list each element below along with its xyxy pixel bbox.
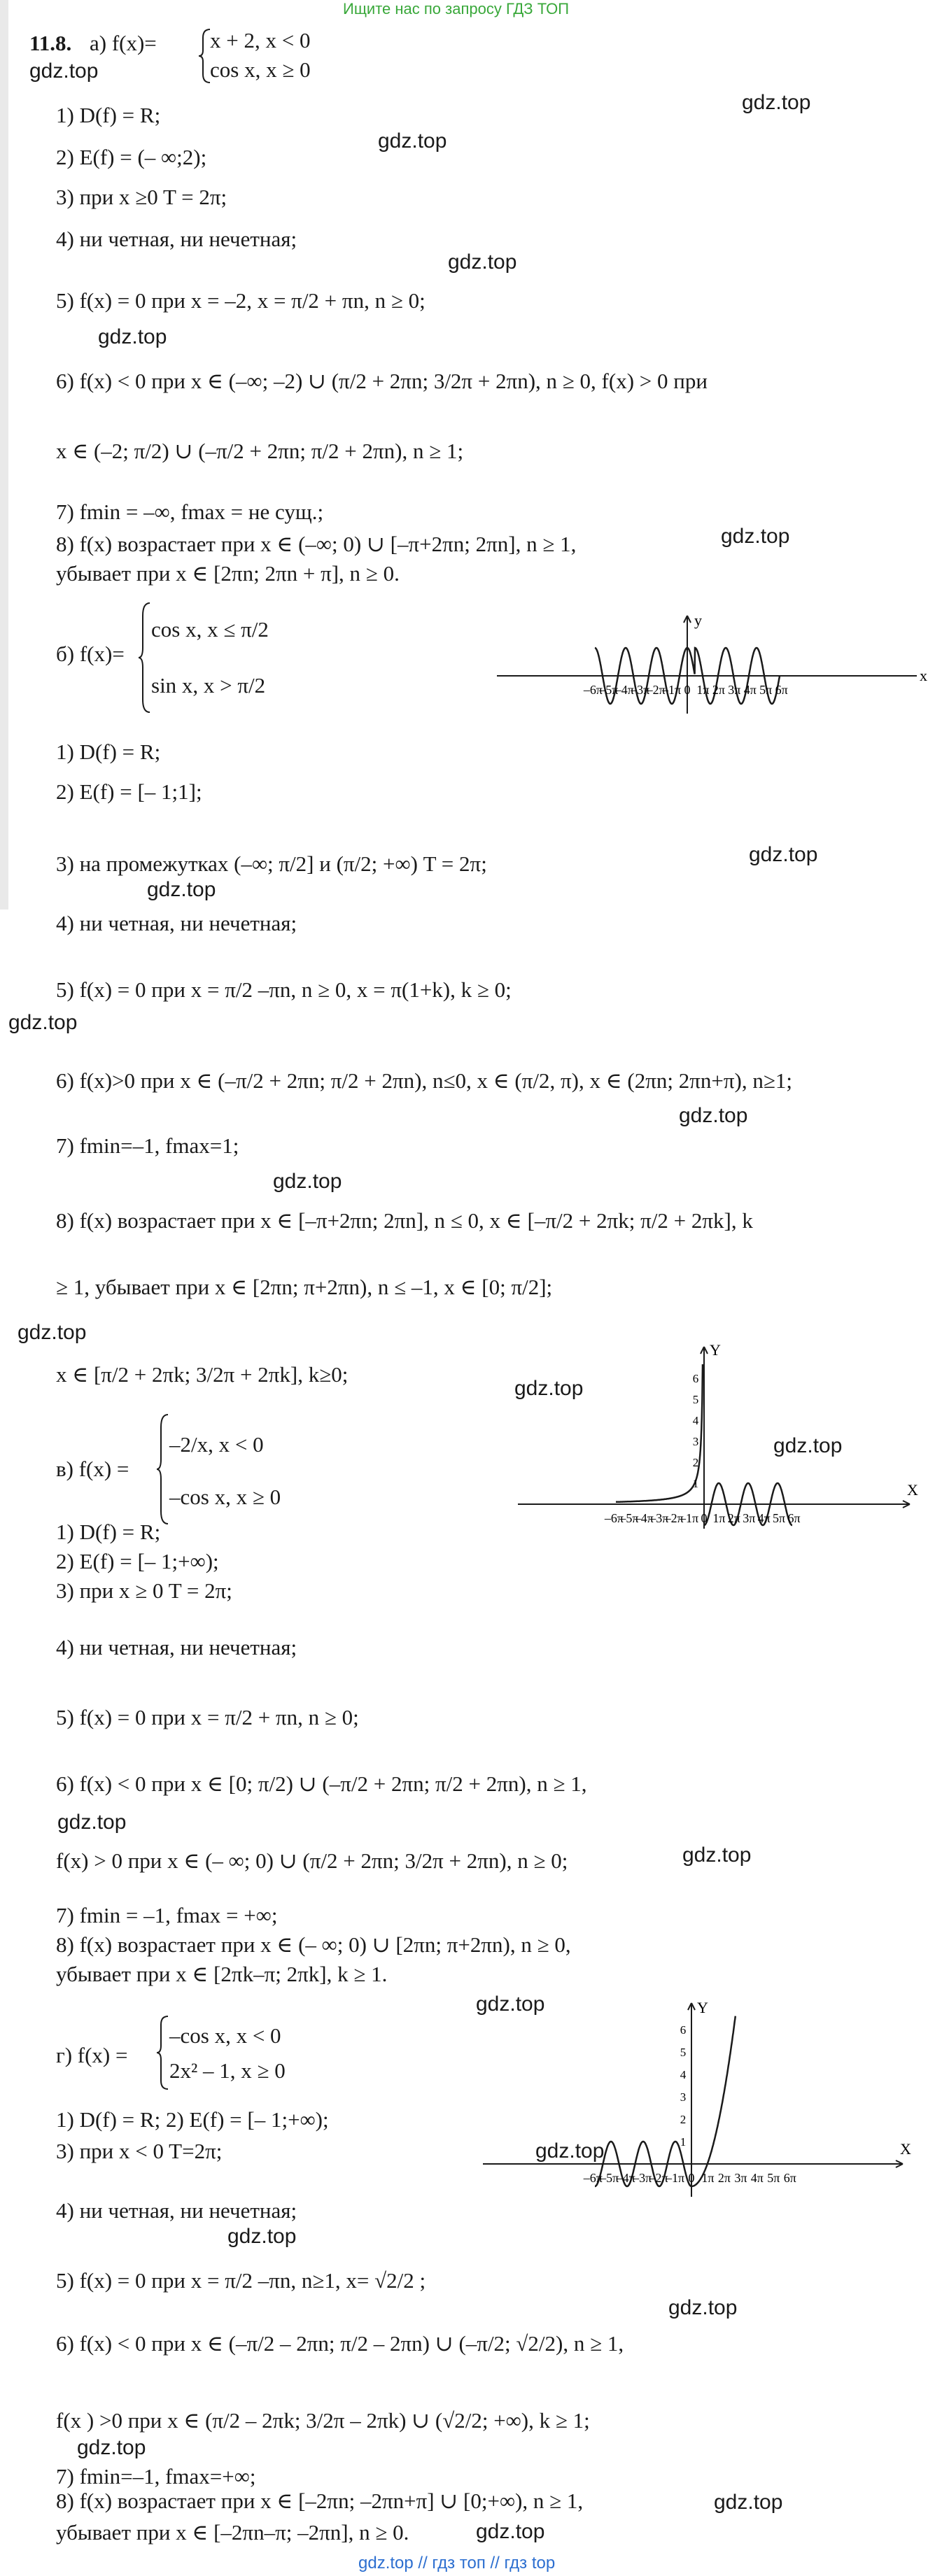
graph-g-tick-label: 4π <box>750 2171 764 2185</box>
part-g-step-8b: убывает при x ∈ [–2πn–π; –2πn], n ≥ 0. <box>56 2520 409 2545</box>
part-a-step-5: 5) f(x) = 0 при x = –2, x = π/2 + πn, n ≥ 0; <box>56 288 426 313</box>
part-b-case-1: cos x, x ≤ π/2 <box>151 617 269 642</box>
graph-g-tick-label: 3π <box>734 2171 747 2185</box>
graph-b-y-label: y <box>694 611 702 629</box>
graph-b-tick-label: 3π <box>728 683 741 697</box>
graph-g-tick-label: –3π <box>633 2171 652 2185</box>
watermark: gdz.top <box>773 1434 843 1457</box>
graph-v-tick-label: 3π <box>743 1511 756 1525</box>
part-v-step-3: 3) при x ≥ 0 T = 2π; <box>56 1578 232 1603</box>
graph-v-tick-label: –3π <box>649 1511 669 1525</box>
graph-b-svg <box>497 609 931 721</box>
part-g-step-6a: 6) f(x) < 0 при x ∈ (–π/2 – 2πn; π/2 – 2πn) ∪ (–π/2; √2/2), n ≥ 1, <box>56 2331 624 2356</box>
graph-v-tick-label: 4π <box>757 1511 771 1525</box>
graph-g-tick-label: –6π <box>583 2171 603 2185</box>
graph-b-tick-label: –3π <box>631 683 650 697</box>
watermark: gdz.top <box>29 59 99 83</box>
part-v-label: в) f(x) = <box>56 1457 129 1481</box>
part-v-step-7: 7) fmin = –1, fmax = +∞; <box>56 1903 278 1927</box>
part-g-case-1: –cos x, x < 0 <box>169 2023 281 2048</box>
watermark: gdz.top <box>77 2436 146 2459</box>
watermark: gdz.top <box>448 250 517 274</box>
graph-g-tick-label: –1π <box>665 2171 685 2185</box>
graph-g-ytick-label: 4 <box>680 2068 687 2081</box>
watermark: gdz.top <box>378 129 447 153</box>
part-a-case-2: cos x, x ≥ 0 <box>210 57 311 82</box>
watermark: gdz.top <box>742 91 811 114</box>
watermark: gdz.top <box>476 2520 545 2543</box>
scan-edge-shade <box>0 0 8 910</box>
graph-v-ytick-label: 5 <box>692 1393 699 1406</box>
part-a-step-2: 2) E(f) = (– ∞;2); <box>56 145 207 169</box>
graph-v-ytick-label: 6 <box>692 1372 699 1385</box>
graph-b-tick-label: –5π <box>599 683 619 697</box>
graph-g-curve-right <box>688 2016 736 2186</box>
graph-b-ticks <box>583 683 788 697</box>
graph-v-tick-label: 2π <box>727 1511 740 1525</box>
part-g-step-8a: 8) f(x) возрастает при x ∈ [–2πn; –2πn+π] ∪ [0;+∞), n ≥ 1, <box>56 2489 584 2513</box>
watermark: gdz.top <box>714 2491 783 2514</box>
part-b-step-1: 1) D(f) = R; <box>56 739 161 764</box>
graph-g-x-label: X <box>900 2140 911 2158</box>
part-b-step-8a: 8) f(x) возрастает при x ∈ [–π+2πn; 2πn], n ≤ 0, x ∈ [–π/2 + 2πk; π/2 + 2πk], k <box>56 1208 753 1233</box>
graph-g-y-label: Y <box>697 1999 708 2016</box>
graph-v-tick-label: –4π <box>634 1511 654 1525</box>
footer-banner: gdz.top // гдз топ // гдз top <box>358 2554 556 2573</box>
graph-v-tick-label: 5π <box>773 1511 786 1525</box>
graph-b-tick-label: 5π <box>759 683 773 697</box>
part-b-case-2: sin x, x > π/2 <box>151 673 266 698</box>
part-v-case-2: –cos x, x ≥ 0 <box>169 1485 281 1509</box>
part-v-step-5: 5) f(x) = 0 при x = π/2 + πn, n ≥ 0; <box>56 1705 359 1729</box>
graph-g-ticks <box>583 2023 796 2185</box>
watermark: gdz.top <box>668 2296 738 2319</box>
graph-g-ytick-label: 3 <box>680 2090 687 2104</box>
graph-g-tick-label: –5π <box>600 2171 619 2185</box>
graph-b-tick-label: 2π <box>712 683 725 697</box>
part-a-label: а) f(x)= <box>90 31 157 55</box>
graph-g-tick-label: –4π <box>616 2171 635 2185</box>
part-v-step-2: 2) E(f) = [– 1;+∞); <box>56 1549 219 1573</box>
part-g-step-7: 7) fmin=–1, fmax=+∞; <box>56 2464 256 2489</box>
watermark: gdz.top <box>679 1104 748 1127</box>
graph-b-tick-label: –6π <box>583 683 603 697</box>
part-g-step-3: 3) при x < 0 T=2π; <box>56 2139 223 2163</box>
watermark: gdz.top <box>98 325 167 348</box>
graph-g-svg <box>483 1997 931 2207</box>
graph-g-tick-label: 5π <box>767 2171 780 2185</box>
part-a-step-6b: x ∈ (–2; π/2) ∪ (–π/2 + 2πn; π/2 + 2πn), n ≥ 1; <box>56 439 464 463</box>
part-b-step-3: 3) на промежутках (–∞; π/2] и (π/2; +∞) T = 2π; <box>56 851 487 876</box>
graph-v-ytick-label: 1 <box>692 1477 699 1490</box>
graph-v-ytick-label: 3 <box>692 1435 699 1448</box>
part-b-step-8b: ≥ 1, убывает при x ∈ [2πn; π+2πn), n ≤ –1, x ∈ [0; π/2]; <box>56 1275 553 1299</box>
part-g-brace <box>155 2015 171 2092</box>
part-a-step-8b: убывает при x ∈ [2πn; 2πn + π], n ≥ 0. <box>56 561 400 586</box>
part-v-step-8b: убывает при x ∈ [2πk–π; 2πk], k ≥ 1. <box>56 1962 388 1986</box>
graph-b-tick-label: 1π <box>696 683 710 697</box>
part-v-step-1: 1) D(f) = R; <box>56 1520 161 1544</box>
part-a-step-8a: 8) f(x) возрастает при x ∈ (–∞; 0) ∪ [–π+2πn; 2πn], n ≥ 1, <box>56 532 577 556</box>
part-b-step-8c: x ∈ [π/2 + 2πk; 3/2π + 2πk], k≥0; <box>56 1362 349 1387</box>
graph-v-tick-label: –2π <box>664 1511 684 1525</box>
graph-v-curve-left <box>616 1364 703 1502</box>
part-v-step-6a: 6) f(x) < 0 при x ∈ [0; π/2) ∪ (–π/2 + 2πn; π/2 + 2πn), n ≥ 1, <box>56 1771 587 1796</box>
part-g-step-1: 1) D(f) = R; 2) E(f) = [– 1;+∞); <box>56 2107 329 2132</box>
problem-number: 11.8. <box>29 31 72 55</box>
part-b-step-7: 7) fmin=–1, fmax=1; <box>56 1133 239 1158</box>
part-g-step-6b: f(x ) >0 при x ∈ (π/2 – 2πk; 3/2π – 2πk) ∪ (√2/2; +∞), k ≥ 1; <box>56 2408 590 2433</box>
part-a-step-6a: 6) f(x) < 0 при x ∈ (–∞; –2) ∪ (π/2 + 2πn; 3/2π + 2πn), n ≥ 0, f(x) > 0 при <box>56 369 708 393</box>
part-a-step-3: 3) при x ≥0 T = 2π; <box>56 185 227 209</box>
graph-b-tick-label: –2π <box>646 683 666 697</box>
watermark: gdz.top <box>721 525 790 548</box>
part-g-label: г) f(x) = <box>56 2043 128 2067</box>
part-b-brace <box>137 602 153 714</box>
graph-b-tick-label: 6π <box>775 683 788 697</box>
watermark: gdz.top <box>682 1843 752 1867</box>
graph-b-tick-label: –1π <box>662 683 682 697</box>
graph-v-tick-label: –1π <box>680 1511 699 1525</box>
graph-g-ytick-label: 6 <box>680 2023 687 2037</box>
part-a-step-7: 7) fmin = –∞, fmax = не сущ.; <box>56 500 324 524</box>
graph-g-tick-label: 2π <box>717 2171 731 2185</box>
watermark: gdz.top <box>273 1170 342 1193</box>
watermark: gdz.top <box>535 2139 605 2163</box>
watermark: gdz.top <box>476 1993 545 2016</box>
graph-b-x-label: x <box>920 667 927 684</box>
graph-v-ytick-label: 2 <box>692 1456 699 1469</box>
part-g-case-2: 2x² – 1, x ≥ 0 <box>169 2058 286 2083</box>
part-b-label: б) f(x)= <box>56 642 125 666</box>
part-a-step-1: 1) D(f) = R; <box>56 103 161 127</box>
watermark: gdz.top <box>17 1321 87 1344</box>
graph-v-tick-label: 0 <box>701 1511 708 1525</box>
graph-g-ytick-label: 1 <box>680 2135 687 2149</box>
graph-part-g <box>483 1997 931 2211</box>
graph-g-ytick-label: 2 <box>680 2113 687 2126</box>
graph-v-tick-label: 6π <box>787 1511 801 1525</box>
graph-v-x-label: X <box>907 1481 918 1499</box>
part-a-step-4: 4) ни четная, ни нечетная; <box>56 227 297 251</box>
watermark: gdz.top <box>8 1011 78 1034</box>
part-v-step-6b: f(x) > 0 при x ∈ (– ∞; 0) ∪ (π/2 + 2πn; 3/2π + 2πn), n ≥ 0; <box>56 1848 568 1873</box>
part-b-step-6: 6) f(x)>0 при x ∈ (–π/2 + 2πn; π/2 + 2πn), n≤0, x ∈ (π/2, π), x ∈ (2πn; 2πn+π), n≥1; <box>56 1068 793 1093</box>
part-a-case-1: x + 2, x < 0 <box>210 28 311 52</box>
part-b-step-4: 4) ни четная, ни нечетная; <box>56 911 297 935</box>
graph-v-svg <box>518 1340 931 1536</box>
graph-b-tick-label: –4π <box>614 683 634 697</box>
graph-v-y-label: Y <box>710 1341 721 1359</box>
part-b-step-2: 2) E(f) = [– 1;1]; <box>56 779 202 804</box>
watermark: gdz.top <box>749 843 818 866</box>
graph-part-v <box>518 1340 931 1539</box>
part-v-case-1: –2/x, x < 0 <box>169 1432 264 1457</box>
graph-v-tick-label: –5π <box>619 1511 639 1525</box>
graph-b-tick-label: 0 <box>684 683 691 697</box>
graph-v-ytick-label: 4 <box>692 1414 699 1427</box>
part-v-step-8a: 8) f(x) возрастает при x ∈ (– ∞; 0) ∪ [2πn; π+2πn), n ≥ 0, <box>56 1932 571 1957</box>
graph-part-b <box>497 609 931 724</box>
graph-v-tick-label: 1π <box>712 1511 726 1525</box>
part-g-step-5: 5) f(x) = 0 при x = π/2 –πn, n≥1, x= √2/2 ; <box>56 2268 426 2293</box>
watermark: gdz.top <box>227 2225 297 2248</box>
watermark: gdz.top <box>147 878 216 901</box>
graph-g-tick-label: –2π <box>649 2171 668 2185</box>
graph-g-tick-label: 6π <box>783 2171 796 2185</box>
part-g-step-4: 4) ни четная, ни нечетная; <box>56 2198 297 2223</box>
search-banner: Ищите нас по запросу ГДЗ ТОП <box>343 0 570 17</box>
graph-v-tick-label: –6π <box>604 1511 624 1525</box>
graph-g-ytick-label: 5 <box>680 2046 687 2059</box>
watermark: gdz.top <box>514 1377 584 1400</box>
graph-g-tick-label: 1π <box>701 2171 715 2185</box>
graph-g-tick-label: 0 <box>688 2171 695 2185</box>
watermark: gdz.top <box>57 1811 127 1834</box>
part-b-step-5: 5) f(x) = 0 при x = π/2 –πn, n ≥ 0, x = π(1+k), k ≥ 0; <box>56 977 512 1002</box>
part-v-step-4: 4) ни четная, ни нечетная; <box>56 1635 297 1659</box>
part-v-brace <box>155 1413 171 1525</box>
graph-b-tick-label: 4π <box>743 683 757 697</box>
